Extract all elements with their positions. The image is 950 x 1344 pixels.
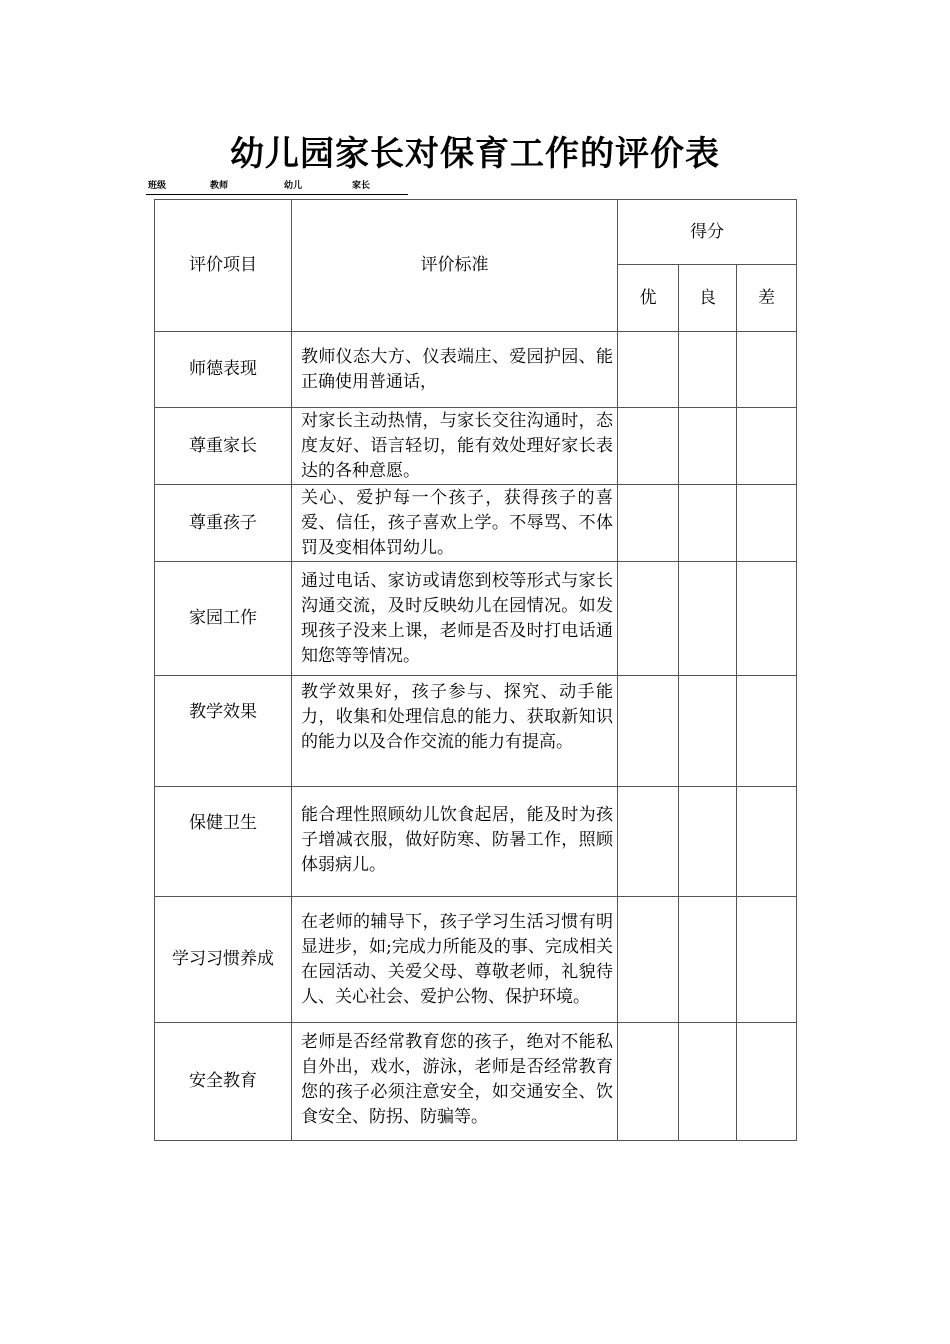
row-standard: 在老师的辅导下，孩子学习生活习惯有明显进步，如;完成力所能及的事、完成相关在园活动、关爱父母、尊敬老师，礼貌待人、关心社会、爱护公物、保护环境。 <box>292 897 618 1023</box>
table-row <box>155 897 797 1023</box>
score-good-cell[interactable] <box>679 676 737 787</box>
score-excellent-cell[interactable] <box>618 562 679 676</box>
table-row <box>155 408 797 485</box>
score-poor-cell[interactable] <box>737 676 797 787</box>
row-item: 学习习惯养成 <box>155 897 292 1023</box>
score-excellent-cell[interactable] <box>618 408 679 485</box>
teacher-label: 教师 <box>210 181 229 191</box>
parent-label: 家长 <box>352 181 371 191</box>
table-header-row <box>155 200 797 265</box>
row-standard: 能合理性照顾幼儿饮食起居，能及时为孩子增减衣服，做好防寒、防暑工作，照顾体弱病儿。 <box>292 787 618 897</box>
score-poor-cell[interactable] <box>737 485 797 562</box>
header-item: 评价项目 <box>155 200 292 332</box>
row-standard: 教师仪态大方、仪表端庄、爱园护园、能正确使用普通话， <box>292 332 618 408</box>
row-item: 尊重孩子 <box>155 485 292 562</box>
score-good-cell[interactable] <box>679 787 737 897</box>
score-good-cell[interactable] <box>679 332 737 408</box>
score-excellent-cell[interactable] <box>618 332 679 408</box>
class-label: 班级 <box>148 181 167 191</box>
score-poor-cell[interactable] <box>737 562 797 676</box>
evaluation-table <box>154 199 797 1141</box>
table-row <box>155 332 797 408</box>
row-item: 家园工作 <box>155 562 292 676</box>
score-excellent-cell[interactable] <box>618 1023 679 1141</box>
score-excellent-cell[interactable] <box>618 787 679 897</box>
form-info-line <box>146 181 408 195</box>
row-standard: 教学效果好，孩子参与、探究、动手能力，收集和处理信息的能力、获取新知识的能力以及合作交流的能力有提高。 <box>292 676 618 787</box>
score-excellent-cell[interactable] <box>618 897 679 1023</box>
header-score: 得分 <box>618 200 797 265</box>
row-standard: 对家长主动热情，与家长交往沟通时，态度友好、语言轻切，能有效处理好家长表达的各种意愿。 <box>292 408 618 485</box>
row-item: 尊重家长 <box>155 408 292 485</box>
score-poor-cell[interactable] <box>737 332 797 408</box>
score-good-cell[interactable] <box>679 485 737 562</box>
table-row <box>155 562 797 676</box>
row-standard: 通过电话、家访或请您到校等形式与家长沟通交流，及时反映幼儿在园情况。如发现孩子没来上课，老师是否及时打电话通知您等等情况。 <box>292 562 618 676</box>
table-row <box>155 787 797 897</box>
score-excellent-cell[interactable] <box>618 485 679 562</box>
score-poor-cell[interactable] <box>737 897 797 1023</box>
score-good-cell[interactable] <box>679 1023 737 1141</box>
row-standard: 关心、爱护每一个孩子，获得孩子的喜爱、信任，孩子喜欢上学。不辱骂、不体罚及变相体罚幼儿。 <box>292 485 618 562</box>
table-row <box>155 1023 797 1141</box>
score-good-cell[interactable] <box>679 897 737 1023</box>
child-label: 幼儿 <box>284 181 303 191</box>
header-grade-excellent: 优 <box>618 265 679 332</box>
table-row <box>155 676 797 787</box>
score-good-cell[interactable] <box>679 562 737 676</box>
header-standard: 评价标准 <box>292 200 618 332</box>
row-item: 安全教育 <box>155 1023 292 1141</box>
row-standard: 老师是否经常教育您的孩子，绝对不能私自外出，戏水，游泳，老师是否经常教育您的孩子必须注意安全，如交通安全、饮食安全、防拐、防骗等。 <box>292 1023 618 1141</box>
score-excellent-cell[interactable] <box>618 676 679 787</box>
score-good-cell[interactable] <box>679 408 737 485</box>
header-grade-good: 良 <box>679 265 737 332</box>
table-row <box>155 485 797 562</box>
score-poor-cell[interactable] <box>737 1023 797 1141</box>
row-item: 师德表现 <box>155 332 292 408</box>
score-poor-cell[interactable] <box>737 787 797 897</box>
row-item: 保健卫生 <box>155 787 292 897</box>
score-poor-cell[interactable] <box>737 408 797 485</box>
header-grade-poor: 差 <box>737 265 797 332</box>
page-title: 幼儿园家长对保育工作的评价表 <box>230 134 720 174</box>
row-item: 教学效果 <box>155 676 292 787</box>
